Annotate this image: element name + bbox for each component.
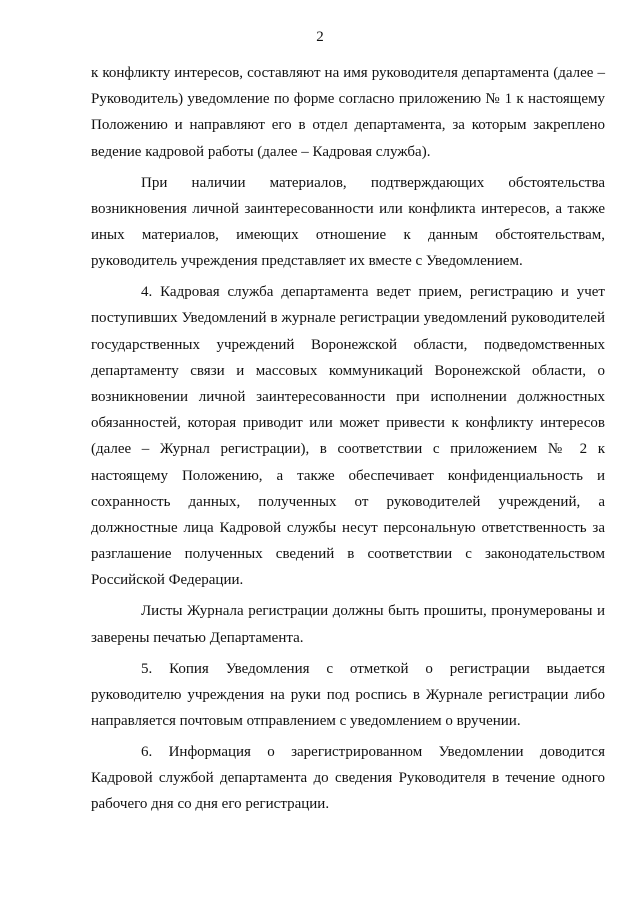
- paragraph-supporting-materials: При наличии материалов, подтверждающих обстоятельства возникновения личной заинтересованности или конфликта интересов, а также иных материалов, имеющих отношение к данным обстоятельствам, руководитель учреждения представляет их вместе с Уведомлением.: [91, 174, 605, 270]
- page-number: 2: [316, 29, 324, 45]
- paragraph-continuation: к конфликту интересов, составляют на имя руководителя департамента (далее – Руководитель) уведомление по форме согласно приложению № 1 к настоящему Положению и направляют его в отдел департамента, за которым закреплено ведение кадровой работы (далее – Кадровая служба).: [91, 65, 605, 160]
- document-body: [91, 60, 605, 822]
- paragraph-item-4: 4. Кадровая служба департамента ведет прием, регистрацию и учет поступивших Уведомлений в журнале регистрации уведомлений руководителей государственных учреждений Воронежской области, подведомственных департаменту связи и массовых коммуникаций Воронежской области, о возникновении личной заинтересованности при исполнении должностных обязанностей, которая приводит или может привести к конфликту интересов (далее – Журнал регистрации), в соответствии с приложением № 2 к настоящему Положению, а также обеспечивает конфиденциальность и сохранность данных, полученных от руководителей учреждений, а должностные лица Кадровой службы несут персональную ответственность за разглашение полученных сведений в соответствии с законодательством Российской Федерации.: [91, 284, 605, 589]
- paragraph-item-5: 5. Копия Уведомления с отметкой о регистрации выдается руководителю учреждения на руки под роспись в Журнале регистрации либо направляется почтовым отправлением с уведомлением о вручении.: [91, 660, 605, 730]
- paragraph-item-6: 6. Информация о зарегистрированном Уведомлении доводится Кадровой службой департамента до сведения Руководителя в течение одного рабочего дня со дня его регистрации.: [91, 744, 605, 813]
- paragraph-journal-sheets: Листы Журнала регистрации должны быть прошиты, пронумерованы и заверены печатью Департамента.: [91, 603, 605, 646]
